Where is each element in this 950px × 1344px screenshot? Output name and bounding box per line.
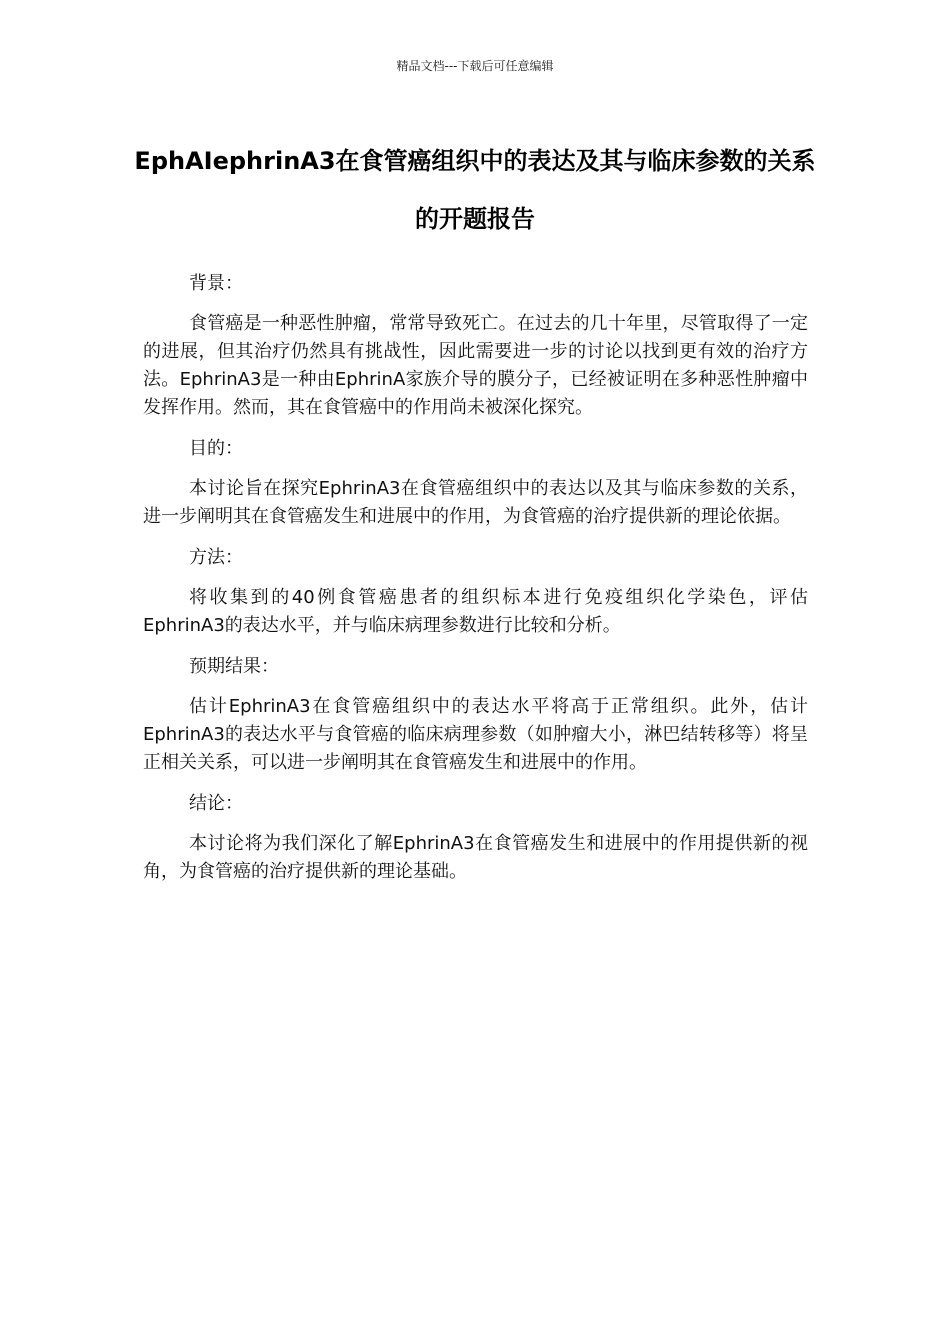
document-title: EphAIephrinA3在食管癌组织中的表达及其与临床参数的关系的开题报告 <box>134 147 816 233</box>
section-heading-background: 背景： <box>189 273 243 294</box>
section-body-conclusion: 本讨论将为我们深化了解EphrinA3在食管癌发生和进展中的作用提供新的视角，为食管癌的治疗提供新的理论基础。 <box>143 833 808 882</box>
section-heading-objective: 目的： <box>189 438 243 459</box>
section-body-expected-results: 估计EphrinA3在食管癌组织中的表达水平将高于正常组织。此外，估计EphrinA3的表达水平与食管癌的临床病理参数（如肿瘤大小，淋巴结转移等）将呈正相关关系，可以进一步阐明其在食管癌发生和进展中的作用。 <box>143 696 808 773</box>
section-heading-expected-results: 预期结果： <box>189 656 279 677</box>
section-body-methods: 将收集到的40例食管癌患者的组织标本进行免疫组织化学染色，评估EphrinA3的表达水平，并与临床病理参数进行比较和分析。 <box>143 587 808 636</box>
section-heading-conclusion: 结论： <box>189 793 243 814</box>
section-body-objective: 本讨论旨在探究EphrinA3在食管癌组织中的表达以及其与临床参数的关系，进一步阐明其在食管癌发生和进展中的作用，为食管癌的治疗提供新的理论依据。 <box>143 478 808 527</box>
page-header-note: 精品文档---下载后可任意编辑 <box>396 59 554 73</box>
section-body-background: 食管癌是一种恶性肿瘤，常常导致死亡。在过去的几十年里，尽管取得了一定的进展，但其治疗仍然具有挑战性，因此需要进一步的讨论以找到更有效的治疗方法。EphrinA3是一种由EphrinA家族介导的膜分子，已经被证明在多种恶性肿瘤中发挥作用。然而，其在食管癌中的作用尚未被深化探究。 <box>143 313 808 418</box>
section-heading-methods: 方法： <box>189 547 243 568</box>
document-body <box>143 270 808 899</box>
